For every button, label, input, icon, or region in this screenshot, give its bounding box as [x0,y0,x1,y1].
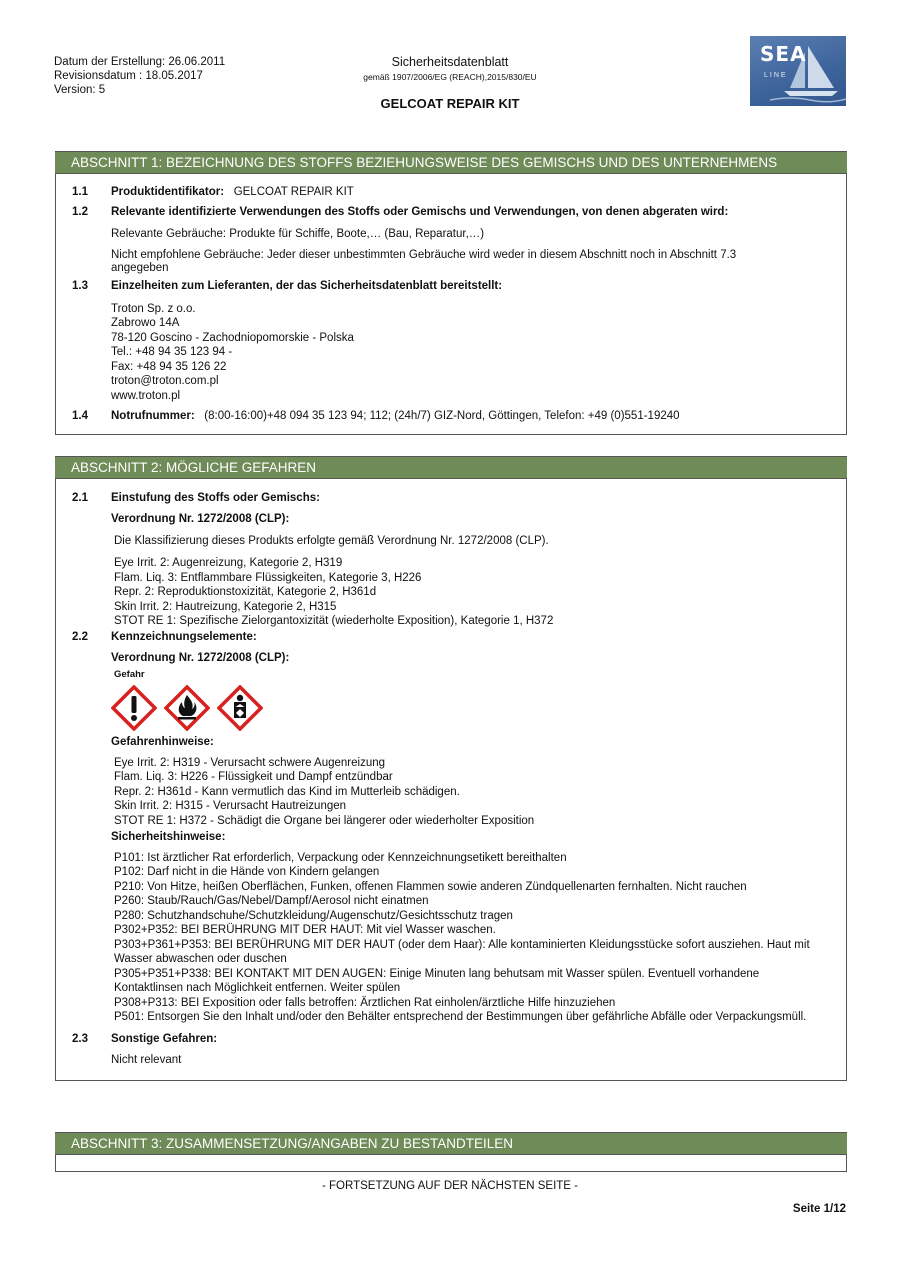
precautionary-statement: P305+P351+P338: BEI KONTAKT MIT DEN AUGEN: Einige Minuten lang behutsam mit Wasser spülen. Eventuell vorhandene Kontaktlinsen nach Möglichkeit entfernen. Weiter spülen [114,967,760,994]
subsection-number: 1.2 [72,206,88,219]
subsection-number: 2.1 [72,492,88,504]
precautionary-statement: P303+P361+P353: BEI BERÜHRUNG MIT DER HAUT (oder dem Haar): Alle kontaminierten Kleidungsstücke sofort ausziehen. Haut mit Wasser abwaschen oder duschen [114,938,810,965]
classification-item: Eye Irrit. 2: Augenreizung, Kategorie 2, H319 [114,557,343,570]
hazard-statements [56,756,846,829]
section-2 [55,456,847,1081]
classification-item: Repr. 2: Reproduktionstoxizität, Kategorie 2, H361d [114,586,377,599]
emergency-label: Notrufnummer: [111,410,195,422]
hazard-statement: Skin Irrit. 2: H315 - Verursacht Hautreizungen [114,800,347,813]
subsection-2-1 [56,491,846,505]
section-2-heading: ABSCHNITT 2: MÖGLICHE GEFAHREN [55,456,847,479]
subsection-1-4 [56,409,846,423]
subsection-number: 1.4 [72,410,88,422]
continuation-note: - FORTSETZUNG AUF DER NÄCHSTEN SEITE - [322,1180,578,1192]
product-identifier-value: GELCOAT REPAIR KIT [233,186,354,198]
regulation-label-2: Verordnung Nr. 1272/2008 (CLP): [111,652,290,664]
other-hazards-label: Sonstige Gefahren: [111,1032,218,1045]
hazard-statement: Repr. 2: H361d - Kann vermutlich das Kind im Mutterleib schädigen. [114,785,460,798]
precautionary-statements [56,851,846,1025]
document-metadata [54,55,225,97]
precautionary-statement: P501: Entsorgen Sie den Inhalt und/oder den Behälter entsprechend der Bestimmungen über gefährliche Abfälle oder Verpackungsmüll. [114,1011,807,1023]
classification-item: STOT RE 1: Spezifische Zielorgantoxizität (wiederholte Exposition), Kategorie 1, H372 [114,615,554,628]
classification-list [56,556,846,629]
supplier-details [56,302,846,404]
classification-label: Einstufung des Stoffs oder Gemischs: [111,492,320,504]
precautionary-statement: P308+P313: BEI Exposition oder falls betroffen: Ärztlichen Rat einholen/ärztliche Hilfe hinzuziehen [114,996,616,1009]
regulation-reference: gemäß 1907/2006/EG (REACH),2015/830/EU [363,72,537,82]
precautionary-statement: P260: Staub/Rauch/Gas/Nebel/Dampf/Aerosol nicht einatmen [114,895,429,907]
document-header [300,55,600,112]
precautionary-statement: P280: Schutzhandschuhe/Schutzkleidung/Augenschutz/Gesichtsschutz tragen [114,909,513,922]
hazard-pictograms [56,685,846,731]
subsection-2-2 [56,630,846,644]
version: Version: 5 [54,84,106,96]
relevant-uses: Relevante Gebräuche: Produkte für Schiffe, Boote,… (Bau, Reparatur,…) [111,227,485,240]
product-identifier-label: Produktidentifikator: [111,186,225,198]
uses-label: Relevante identifizierte Verwendungen des Stoffs oder Gemischs und Verwendungen, von denen abgeraten wird: [111,206,729,219]
logo-subtext: LINE [764,72,788,79]
page-number: Seite 1/12 [792,1203,846,1215]
section-3 [55,1132,847,1172]
classification-note: Die Klassifizierung dieses Produkts erfolgte gemäß Verordnung Nr. 1272/2008 (CLP). [114,534,549,547]
section-1-heading: ABSCHNITT 1: BEZEICHNUNG DES STOFFS BEZIEHUNGSWEISE DES GEMISCHS UND DES UNTERNEHMENS [55,151,847,174]
hazard-statement: STOT RE 1: H372 - Schädigt die Organe bei längerer oder wiederholter Exposition [114,814,535,827]
subsection-number: 1.3 [72,280,88,293]
not-recommended-uses: Nicht empfohlene Gebräuche: Jeder dieser unbestimmten Gebräuche wird weder in diesem Abschnitt noch in Abschnitt 7.3 angegeben [111,249,737,275]
classification-item: Skin Irrit. 2: Hautreizung, Kategorie 2, H315 [114,600,337,613]
precautionary-statement: P210: Von Hitze, heißen Oberflächen, Funken, offenen Flammen sowie anderen Zündquellenarten fernhalten. Nicht rauchen [114,880,747,893]
subsection-1-2 [56,205,846,219]
supplier-label: Einzelheiten zum Lieferanten, der das Sicherheitsdatenblatt bereitstellt: [111,280,503,293]
health-hazard-icon [217,685,263,731]
exclamation-mark-icon [111,685,157,731]
logo-text: SEA [760,42,807,66]
supplier-line: Zabrowo 14A [111,317,180,329]
supplier-line: Troton Sp. z o.o. [111,302,196,315]
classification-item: Flam. Liq. 3: Entflammbare Flüssigkeiten, Kategorie 3, H226 [114,571,422,584]
subsection-number: 2.3 [72,1032,88,1045]
supplier-website[interactable]: www.troton.pl [111,389,181,402]
precautionary-statement: P302+P352: BEI BERÜHRUNG MIT DER HAUT: Mit viel Wasser waschen. [114,924,496,936]
hazard-statement: Flam. Liq. 3: H226 - Flüssigkeit und Dampf entzündbar [114,771,393,784]
product-name: GELCOAT REPAIR KIT [380,95,520,111]
signal-word: Gefahr [114,669,145,681]
supplier-line: Fax: +48 94 35 126 22 [111,360,227,373]
supplier-line: 78-120 Goscino - Zachodniopomorskie - Polska [111,331,354,344]
section-3-heading: ABSCHNITT 3: ZUSAMMENSETZUNG/ANGABEN ZU BESTANDTEILEN [55,1132,847,1155]
precautionary-statement: P102: Darf nicht in die Hände von Kindern gelangen [114,866,380,878]
supplier-line: Tel.: +48 94 35 123 94 - [111,346,233,358]
subsection-number: 1.1 [72,186,88,198]
section-1 [55,151,847,435]
labelling-label: Kennzeichnungselemente: [111,630,257,643]
subsection-2-3 [56,1032,846,1046]
supplier-email[interactable]: troton@troton.com.pl [111,375,219,387]
subsection-number: 2.2 [72,630,88,643]
company-logo [750,36,846,106]
revision-date: Revisionsdatum : 18.05.2017 [54,70,203,82]
precautionary-statements-label: Sicherheitshinweise: [111,831,226,844]
precautionary-statement: P101: Ist ärztlicher Rat erforderlich, Verpackung oder Kennzeichnungsetikett bereithalten [114,851,567,864]
emergency-number: (8:00-16:00)+48 094 35 123 94; 112; (24h/7) GIZ-Nord, Göttingen, Telefon: +49 (0)551-19240 [204,410,680,422]
flame-icon [164,685,210,731]
hazard-statements-label: Gefahrenhinweise: [111,736,214,749]
subsection-1-1 [56,185,846,199]
hazard-statement: Eye Irrit. 2: H319 - Verursacht schwere Augenreizung [114,756,386,769]
creation-date: Datum der Erstellung: 26.06.2011 [54,56,226,68]
subsection-1-3 [56,279,846,293]
document-title: Sicherheitsdatenblatt [391,55,509,69]
other-hazards-value: Nicht relevant [111,1053,182,1066]
regulation-label: Verordnung Nr. 1272/2008 (CLP): [111,513,290,526]
